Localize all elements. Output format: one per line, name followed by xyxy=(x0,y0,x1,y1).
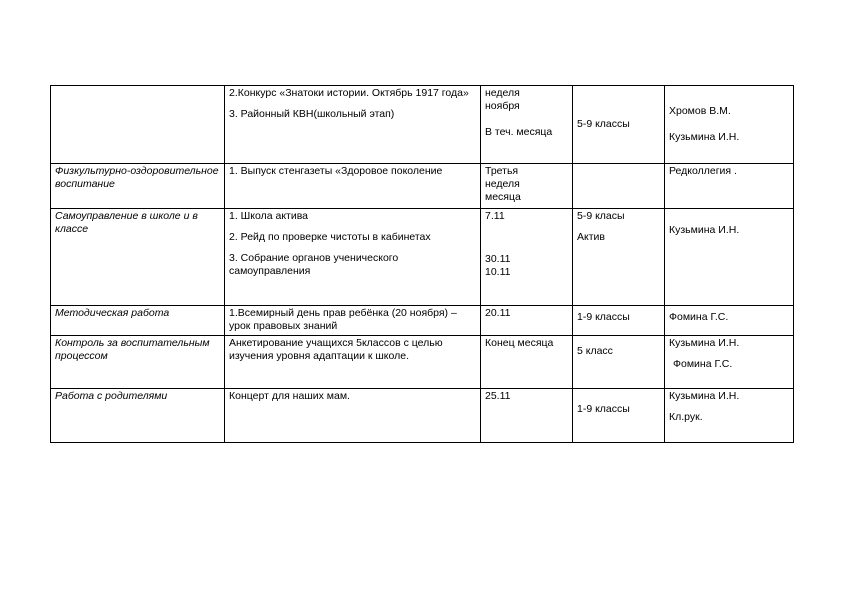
responsible-item: Редколлегия . xyxy=(669,165,737,177)
responsible-item: Фомина Г.С. xyxy=(669,311,729,323)
table-row xyxy=(51,306,794,336)
event-item: 3. Районный КВН(школьный этап) xyxy=(229,108,395,120)
date-item: неделя xyxy=(485,178,520,190)
table-row xyxy=(51,86,794,164)
section-cell: Методическая работа xyxy=(51,306,225,336)
table-row xyxy=(51,164,794,209)
date-item: ноября xyxy=(485,100,520,112)
section-cell: Работа с родителями xyxy=(51,389,225,443)
section-cell xyxy=(51,86,225,164)
date-item: 10.11 xyxy=(485,266,511,278)
responsible-cell xyxy=(665,336,794,389)
participants-cell xyxy=(573,164,665,209)
responsible-item: Фомина Г.С. xyxy=(673,358,733,370)
section-cell: Контроль за воспитательным процессом xyxy=(51,336,225,389)
participants-text: 5 класс xyxy=(577,345,613,357)
responsible-item: Хромов В.М. xyxy=(669,105,731,117)
section-cell: Самоуправление в школе и в классе xyxy=(51,209,225,306)
responsible-cell xyxy=(665,306,794,336)
responsible-cell xyxy=(665,209,794,306)
date-item: В теч. месяца xyxy=(485,126,553,138)
responsible-cell xyxy=(665,389,794,443)
events-cell xyxy=(225,306,481,336)
dates-cell xyxy=(481,209,573,306)
events-cell xyxy=(225,164,481,209)
date-item: 20.11 xyxy=(485,307,511,319)
responsible-item: Кл.рук. xyxy=(669,411,703,423)
event-item: 2. Рейд по проверке чистоты в кабинетах xyxy=(229,231,431,243)
date-item: неделя xyxy=(485,87,520,99)
date-item: месяца xyxy=(485,191,521,203)
events-cell xyxy=(225,389,481,443)
section-cell: Физкультурно-оздоровительное воспитание xyxy=(51,164,225,209)
date-item: 30.11 xyxy=(485,253,511,265)
participants-cell xyxy=(573,209,665,306)
responsible-item: Кузьмина И.Н. xyxy=(669,224,740,236)
event-item: 3. Собрание органов ученического самоуправления xyxy=(229,252,399,277)
event-item: Анкетирование учащихся 5классов с целью изучения уровня адаптации к школе. xyxy=(229,337,443,362)
participants-text: 5-9 классы xyxy=(577,118,630,130)
participants-cell xyxy=(573,86,665,164)
participants-cell xyxy=(573,336,665,389)
participants-cell xyxy=(573,306,665,336)
events-cell xyxy=(225,209,481,306)
table-row xyxy=(51,209,794,306)
responsible-item: Кузьмина И.Н. xyxy=(669,390,740,402)
event-item: 2.Конкурс «Знатоки истории. Октябрь 1917 года» xyxy=(229,87,469,99)
plan-table xyxy=(50,85,794,443)
table-row xyxy=(51,389,794,443)
dates-cell xyxy=(481,389,573,443)
participants-item: 5-9 класы xyxy=(577,210,625,222)
dates-cell xyxy=(481,86,573,164)
event-item: 1. Выпуск стенгазеты «Здоровое поколение xyxy=(229,165,443,177)
responsible-cell xyxy=(665,164,794,209)
date-item: 25.11 xyxy=(485,390,511,402)
responsible-cell xyxy=(665,86,794,164)
events-cell xyxy=(225,336,481,389)
participants-text: 1-9 классы xyxy=(577,403,630,415)
table-row xyxy=(51,336,794,389)
dates-cell xyxy=(481,336,573,389)
events-cell xyxy=(225,86,481,164)
participants-cell xyxy=(573,389,665,443)
date-item: 7.11 xyxy=(485,210,505,222)
event-item: 1. Школа актива xyxy=(229,210,309,222)
participants-text: 1-9 классы xyxy=(577,311,630,323)
dates-cell xyxy=(481,306,573,336)
responsible-item: Кузьмина И.Н. xyxy=(669,131,740,143)
dates-cell xyxy=(481,164,573,209)
event-item: 1.Всемирный день прав ребёнка (20 ноября) – урок правовых знаний xyxy=(229,307,457,332)
date-item: Конец месяца xyxy=(485,337,554,349)
date-item: Третья xyxy=(485,165,519,177)
responsible-item: Кузьмина И.Н. xyxy=(669,337,740,349)
participants-item: Актив xyxy=(577,231,605,243)
event-item: Концерт для наших мам. xyxy=(229,390,350,402)
